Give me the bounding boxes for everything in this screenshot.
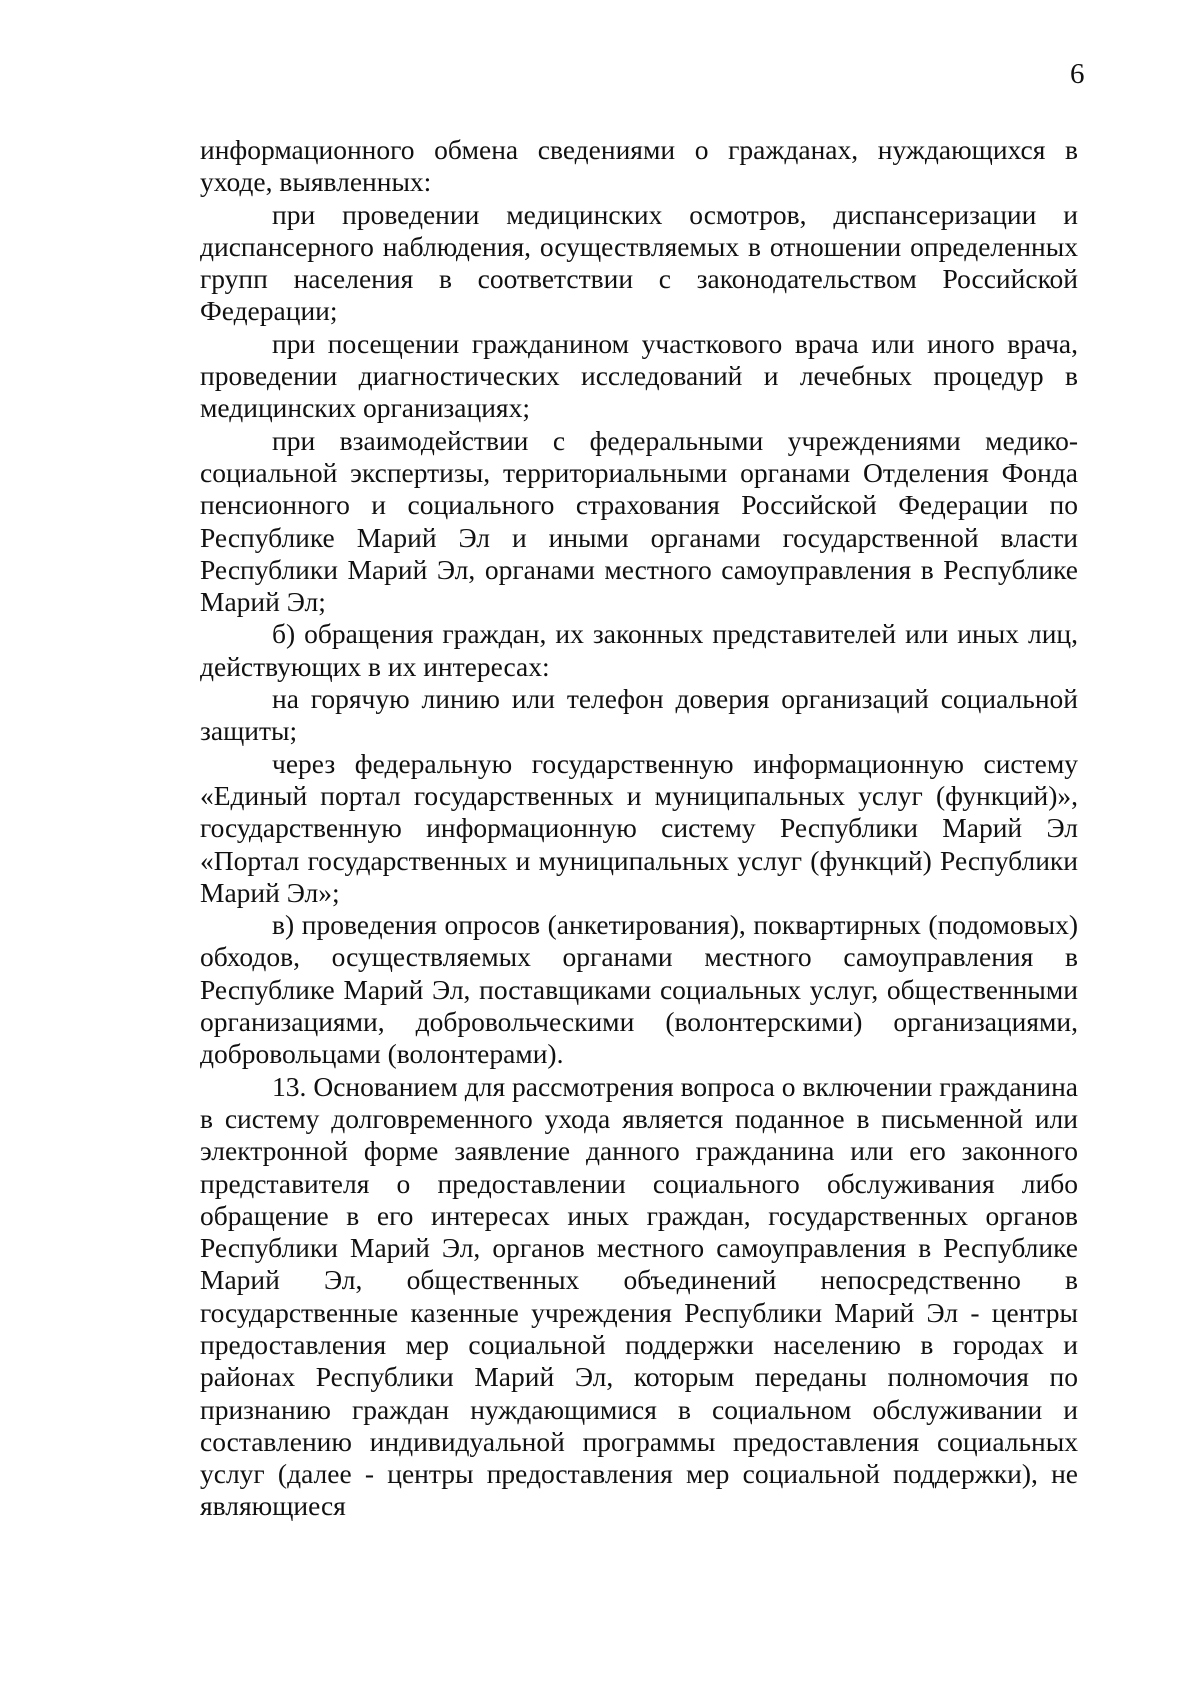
paragraph-medical-checkups: при проведении медицинских осмотров, диспансеризации и диспансерного наблюдения, осуществляемых в отношении определенных групп населения в соответствии с законодательством Российской Федерации; — [200, 198, 1078, 327]
document-body — [200, 134, 1078, 1523]
paragraph-clause-13: 13. Основанием для рассмотрения вопроса о включении гражданина в систему долговременного ухода является поданное в письменной или электронной форме заявление данного гражданина или его законного представителя о предоставлении социального обслуживания либо обращение в его интересах иных граждан, государственных органов Республики Марий Эл, органов местного самоуправления в Республике Марий Эл, общественных объединений непосредственно в государственные казенные учреждения Республики Марий Эл - центры предоставления мер социальной поддержки населению в городах и районах Республики Марий Эл, которым переданы полномочия по признанию граждан нуждающимися в социальном обслуживании и составлению индивидуальной программы предоставления социальных услуг (далее - центры предоставления мер социальной поддержки), не являющиеся — [200, 1070, 1078, 1522]
paragraph-doctor-visits: при посещении гражданином участкового врача или иного врача, проведении диагностических исследований и лечебных процедур в медицинских организациях; — [200, 327, 1078, 424]
paragraph-interaction: при взаимодействии с федеральными учреждениями медико-социальной экспертизы, территориальными органами Отделения Фонда пенсионного и социального страхования Российской Федерации по Республике Марий Эл и иными органами государственной власти Республики Марий Эл, органами местного самоуправления в Республике Марий Эл; — [200, 424, 1078, 618]
paragraph-portal: через федеральную государственную информационную систему «Единый портал государственных и муниципальных услуг (функций)», государственную информационную систему Республики Марий Эл «Портал государственных и муниципальных услуг (функций) Республики Марий Эл»; — [200, 747, 1078, 908]
paragraph-continuation: информационного обмена сведениями о гражданах, нуждающихся в уходе, выявленных: — [200, 134, 1078, 198]
paragraph-item-b: б) обращения граждан, их законных представителей или иных лиц, действующих в их интересах: — [200, 618, 1078, 682]
page-number: 6 — [1070, 58, 1085, 90]
paragraph-hotline: на горячую линию или телефон доверия организаций социальной защиты; — [200, 683, 1078, 747]
paragraph-item-v: в) проведения опросов (анкетирования), поквартирных (подомовых) обходов, осуществляемых органами местного самоуправления в Республике Марий Эл, поставщиками социальных услуг, общественными организациями, добровольческими (волонтерскими) организациями, добровольцами (волонтерами). — [200, 909, 1078, 1070]
